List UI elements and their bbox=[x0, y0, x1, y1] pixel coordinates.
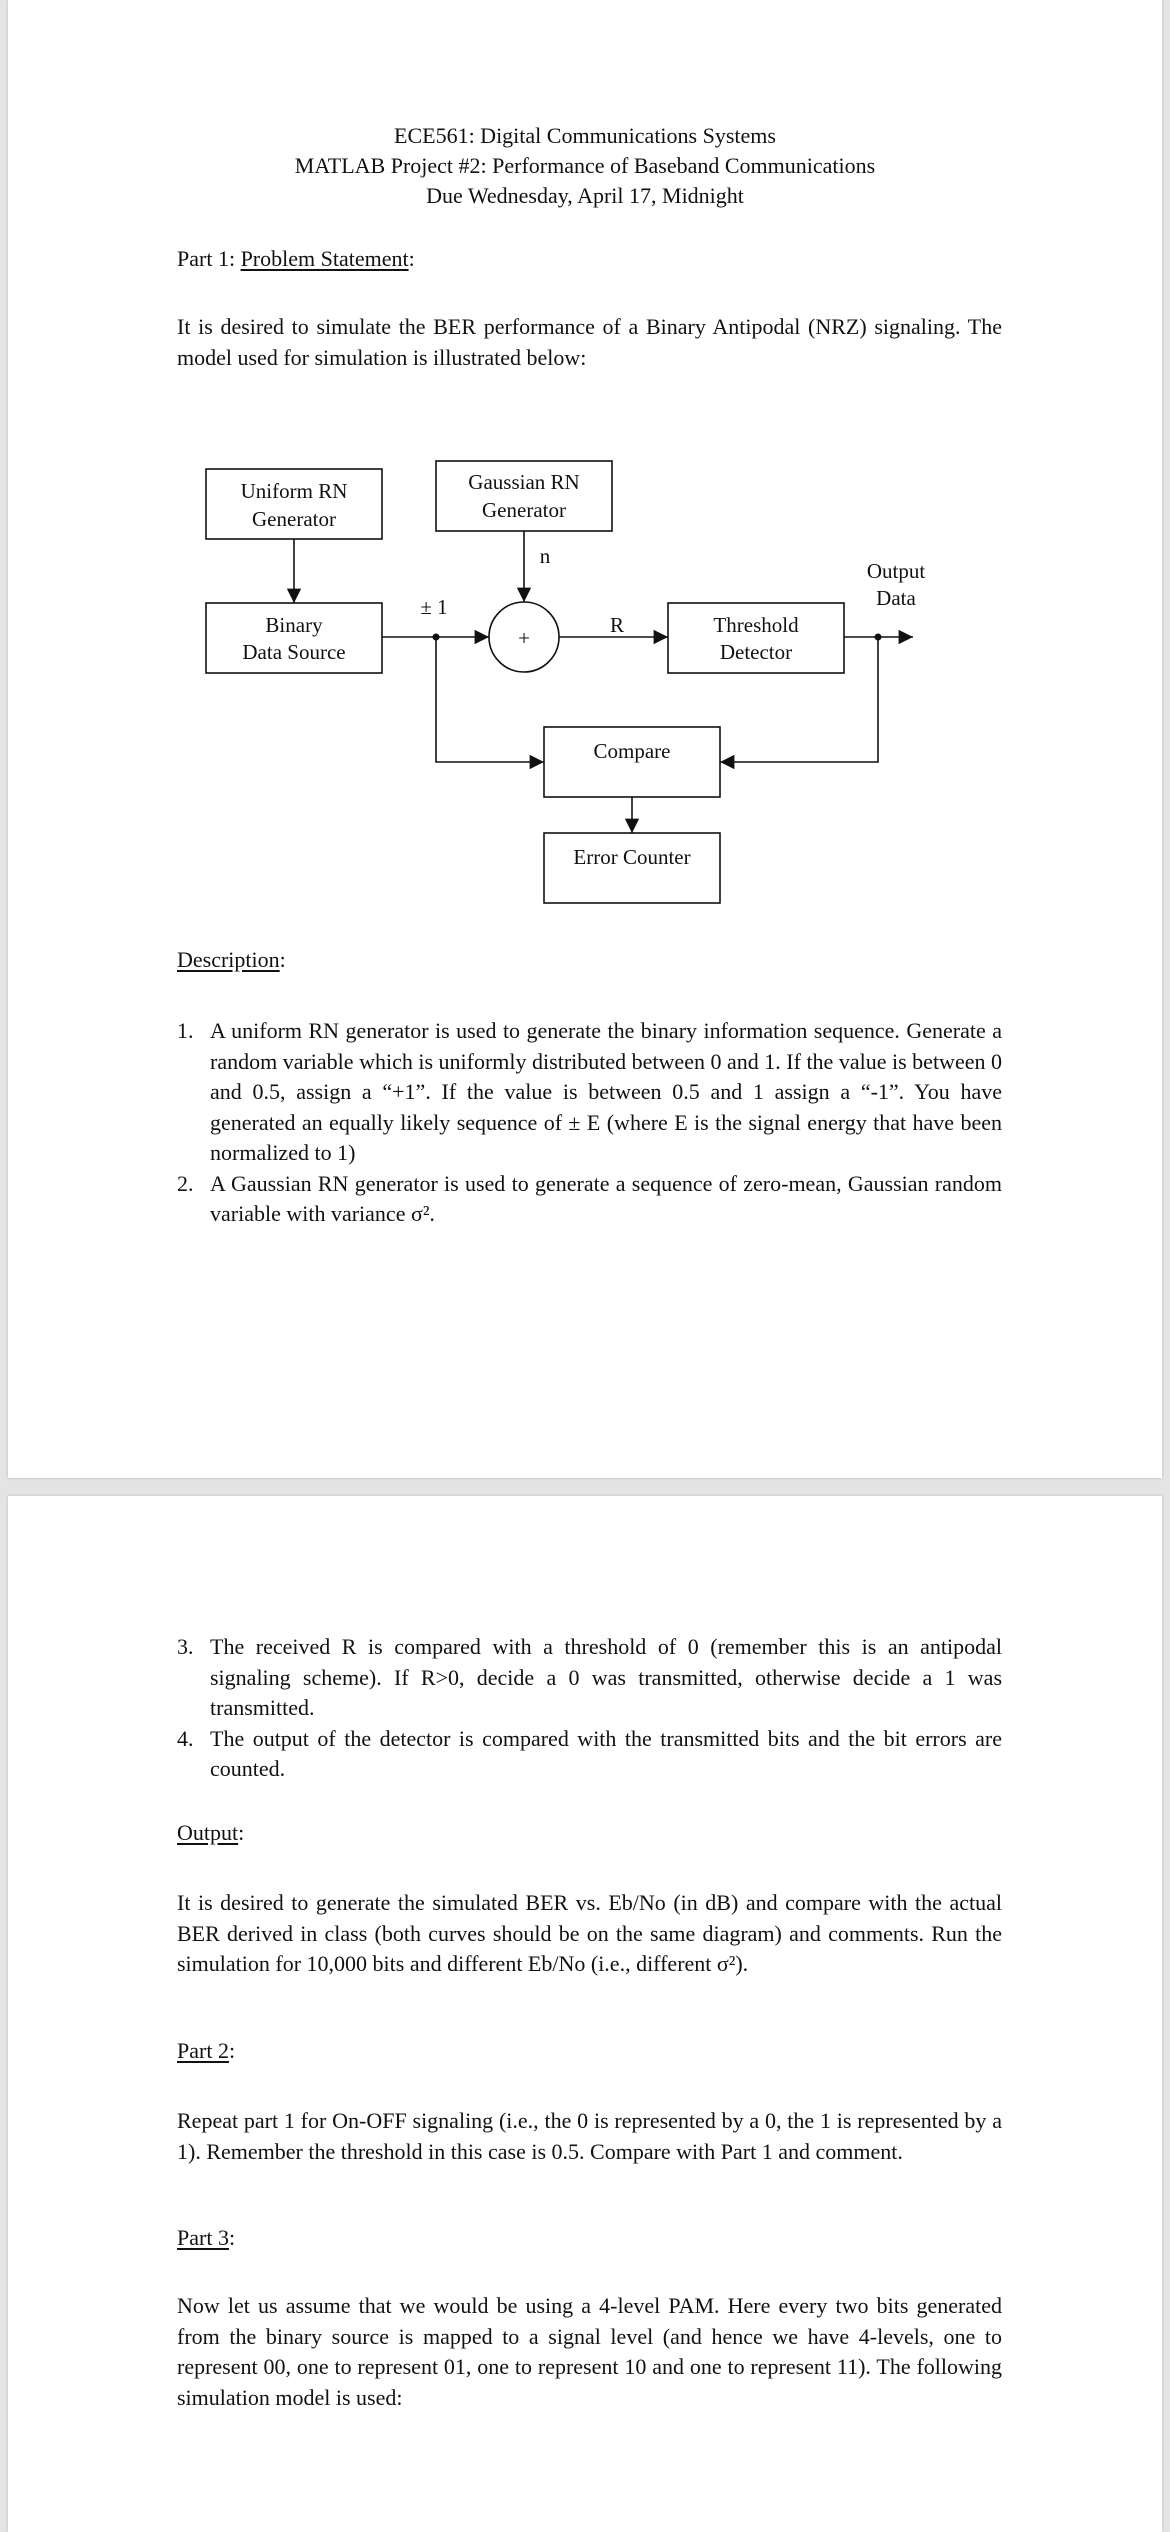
output-paragraph: It is desired to generate the simulated BER vs. Eb/No (in dB) and compare with the actual BER derived in class (both curves should be on the same diagram) and comments. Run the simulation for 10,000 bits and different Eb/No (i.e., different σ²). bbox=[177, 1890, 1002, 1976]
output-label-1: Output bbox=[866, 559, 926, 583]
junction-dot-source bbox=[433, 634, 440, 641]
document-page-2 bbox=[8, 1496, 1162, 2532]
part2-paragraph: Repeat part 1 for On-OFF signaling (i.e., the 0 is represented by a 0, the 1 is represented by a 1). Remember the threshold in this case is 0.5. Compare with Part 1 and comment. bbox=[177, 2108, 1002, 2164]
due-date: Due Wednesday, April 17, Midnight bbox=[426, 183, 744, 208]
threshold-label-2: Detector bbox=[719, 640, 793, 664]
list-item: 1. A uniform RN generator is used to generate the binary information sequence. Generate a random variable which is uniformly distributed between 0 and 1. If the value is between 0 and 0.5, assign a “+1”. If the value is between 0.5 and 1 assign a “-1”. You have generated an equally likely sequence of ± E (where E is the signal energy that have been normalized to 1) bbox=[177, 1018, 1002, 1165]
part1-intro: It is desired to simulate the BER performance of a Binary Antipodal (NRZ) signaling. The model used for simulation is illustrated below: bbox=[177, 314, 1002, 370]
output-label-2: Data bbox=[876, 586, 916, 610]
adder-symbol: + bbox=[518, 626, 530, 650]
gaussian-gen-label-1: Gaussian RN bbox=[468, 470, 580, 494]
document-page-1 bbox=[8, 0, 1162, 1478]
part1-heading: Part 1: Problem Statement: bbox=[177, 246, 415, 271]
part2-heading: Part 2: bbox=[177, 2038, 236, 2063]
project-title: MATLAB Project #2: Performance of Baseband Communications bbox=[294, 153, 876, 178]
description-heading: Description: bbox=[177, 947, 286, 972]
error-counter-label: Error Counter bbox=[573, 845, 691, 869]
output-heading: Output: bbox=[177, 1820, 245, 1845]
binary-source-label-1: Binary bbox=[265, 613, 323, 637]
part3-heading: Part 3: bbox=[177, 2225, 236, 2250]
junction-dot-output bbox=[875, 634, 882, 641]
r-label: R bbox=[609, 613, 625, 637]
list-item: 2. A Gaussian RN generator is used to generate a sequence of zero-mean, Gaussian random variable with variance σ². bbox=[177, 1170, 1002, 1226]
pm-one-label: ± 1 bbox=[420, 595, 448, 619]
description-list-part1 bbox=[177, 1016, 1002, 1230]
binary-source-label-2: Data Source bbox=[242, 640, 346, 664]
compare-label: Compare bbox=[593, 739, 671, 763]
course-title: ECE561: Digital Communications Systems bbox=[394, 123, 776, 148]
gaussian-gen-label-2: Generator bbox=[482, 498, 566, 522]
part3-paragraph: Now let us assume that we would be using a 4-level PAM. Here every two bits generated from the binary source is mapped to a signal level (and hence we have 4-levels, one to represent 00, one to represent 01, one to represent 10 and one to represent 11). The following simulation model is used: bbox=[177, 2293, 1002, 2410]
noise-label: n bbox=[539, 544, 551, 568]
threshold-label-1: Threshold bbox=[713, 613, 799, 637]
list-item: 4. The output of the detector is compared with the transmitted bits and the bit errors are counted. bbox=[177, 1725, 1002, 1781]
simulation-block-diagram bbox=[8, 0, 1162, 940]
uniform-gen-label-1: Uniform RN bbox=[240, 479, 348, 503]
description-list-part2 bbox=[177, 1632, 1002, 1785]
list-item: 3. The received R is compared with a threshold of 0 (remember this is an antipodal signaling scheme). If R>0, decide a 0 was transmitted, otherwise decide a 1 was transmitted. bbox=[177, 1634, 1002, 1720]
problem-statement-heading: Problem Statement bbox=[240, 246, 409, 271]
uniform-gen-label-2: Generator bbox=[252, 507, 336, 531]
